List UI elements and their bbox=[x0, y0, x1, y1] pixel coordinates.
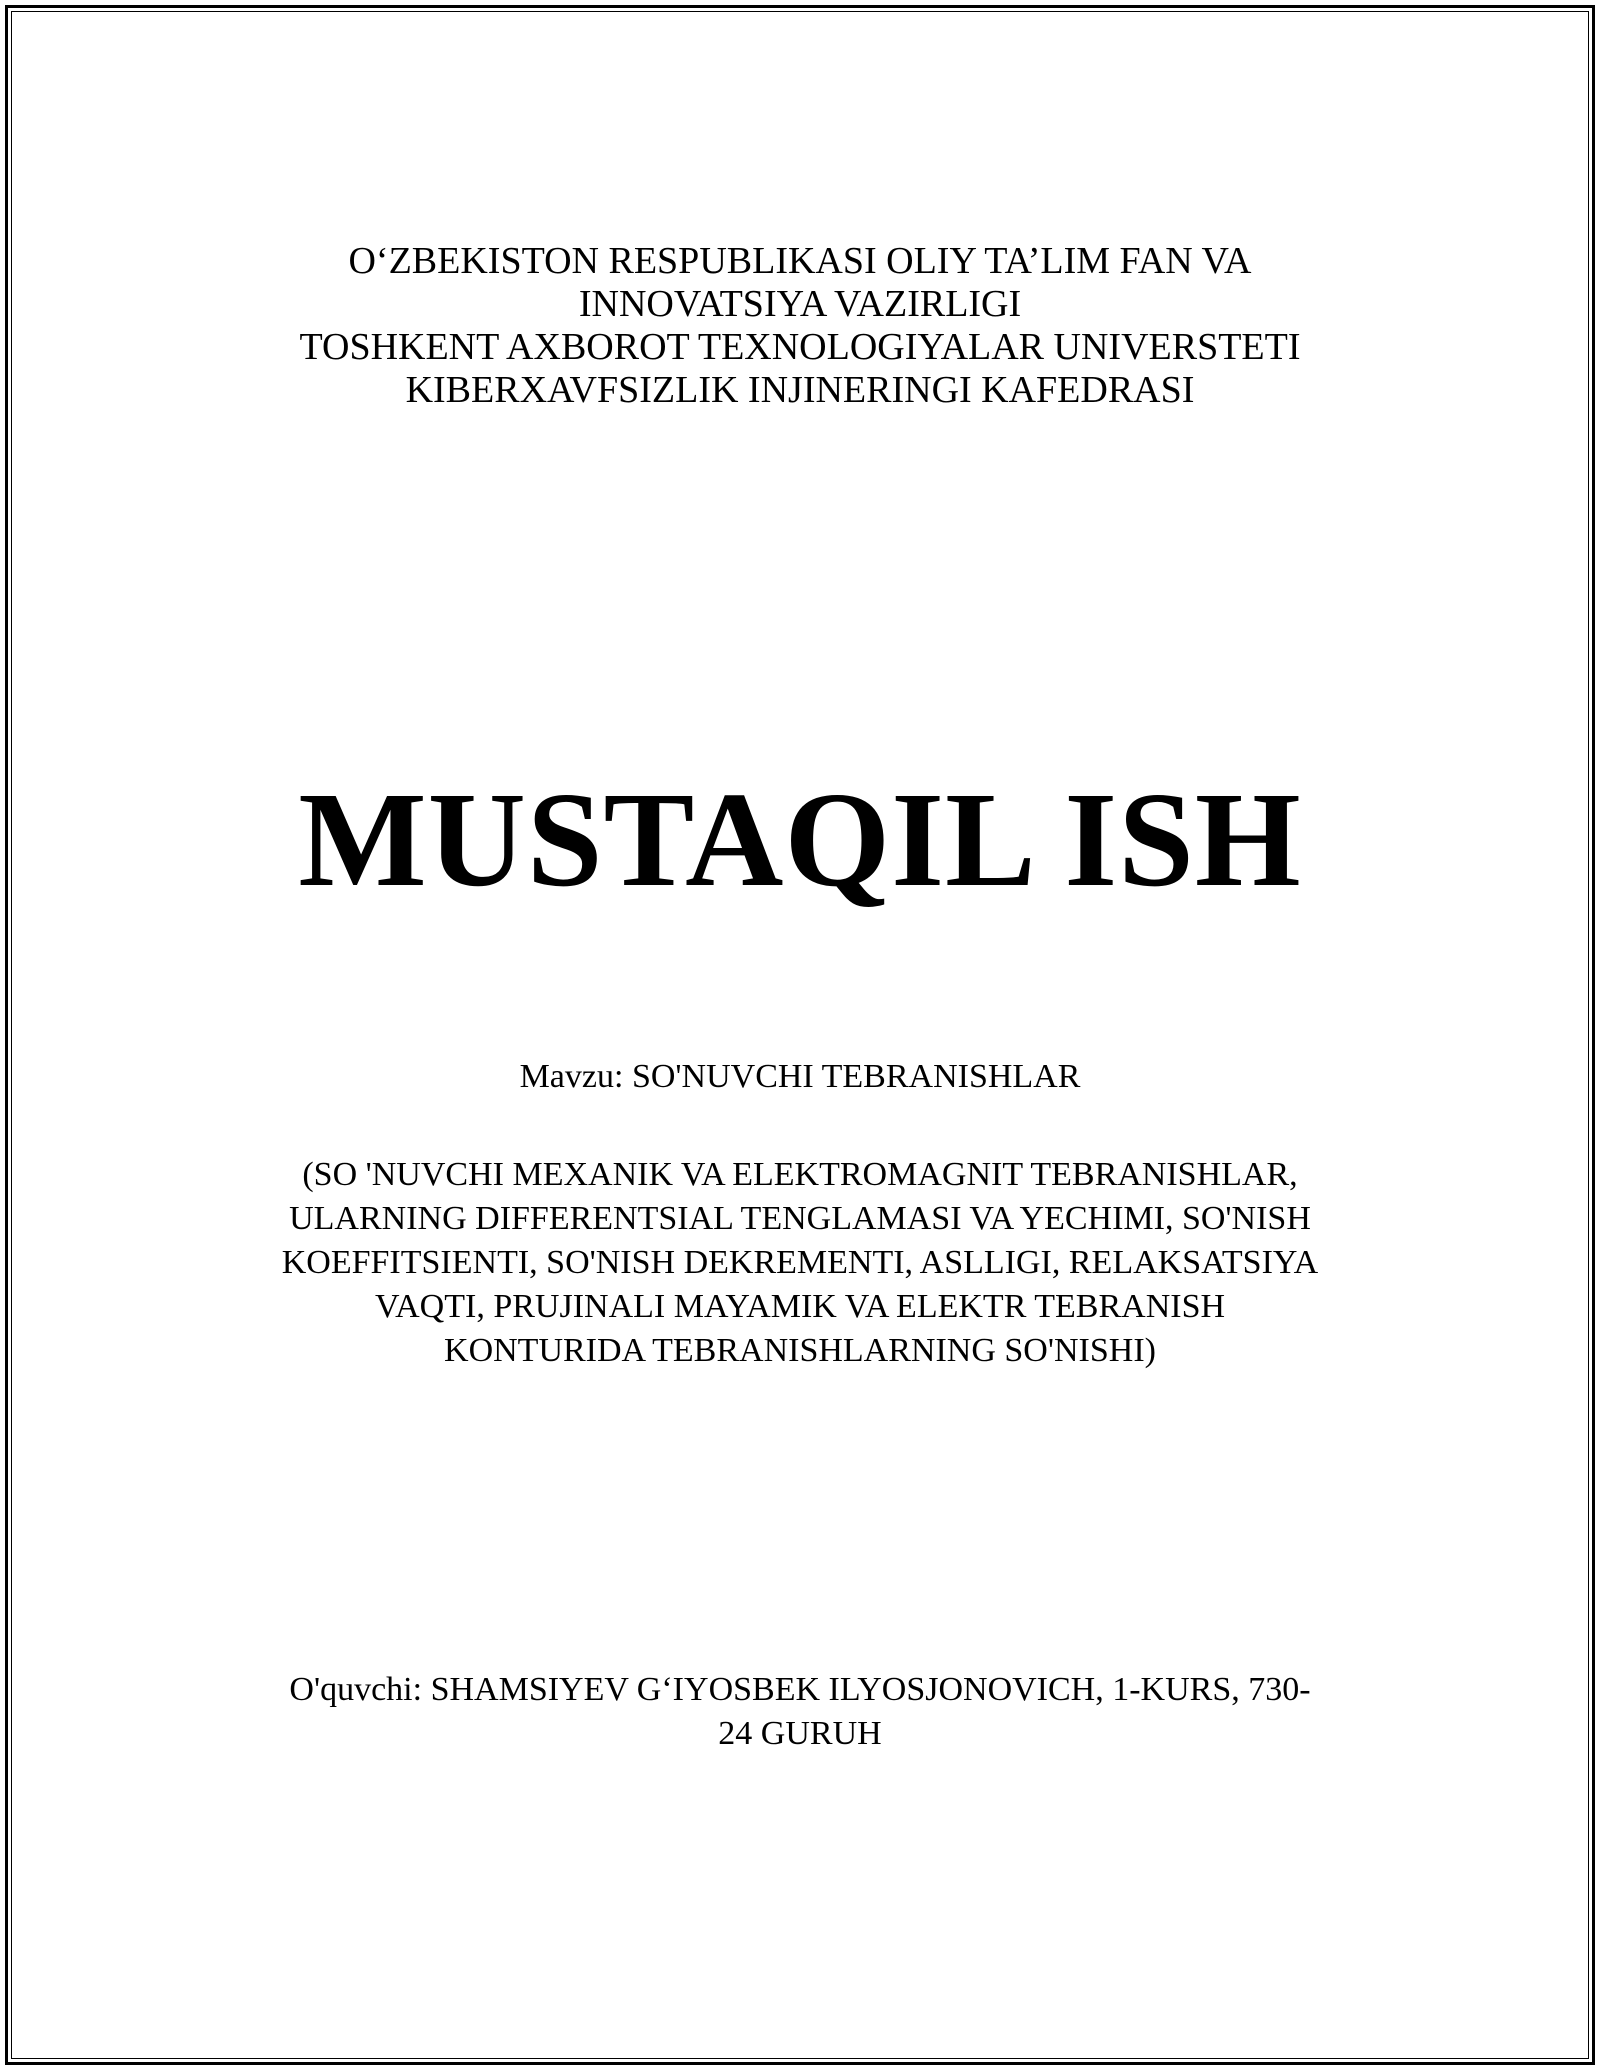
header-line: INNOVATSIYA VAZIRLIGI bbox=[578, 283, 1022, 325]
student-line: 24 GURUH bbox=[718, 1715, 882, 1752]
topic-description bbox=[0, 1153, 1600, 1373]
description-line: KOEFFITSIENTI, SO'NISH DEKREMENTI, ASLLIGI, RELAKSATSIYA bbox=[281, 1244, 1319, 1281]
description-line: ULARNING DIFFERENTSIAL TENGLAMASI VA YECHIMI, SO'NISH bbox=[289, 1200, 1311, 1237]
header-line: O‘ZBEKISTON RESPUBLIKASI OLIY TA’LIM FAN VA bbox=[348, 240, 1252, 282]
student-line: O'quvchi: SHAMSIYEV G‘IYOSBEK ILYOSJONOVICH, 1-KURS, 730- bbox=[289, 1671, 1311, 1708]
student-info bbox=[0, 1668, 1600, 1756]
institution-header bbox=[0, 240, 1600, 412]
description-line: (SO 'NUVCHI MEXANIK VA ELEKTROMAGNIT TEBRANISHLAR, bbox=[302, 1156, 1298, 1193]
header-line: KIBERXAVFSIZLIK INJINERINGI KAFEDRASI bbox=[405, 369, 1195, 411]
description-line: VAQTI, PRUJINALI MAYAMIK VA ELEKTR TEBRANISH bbox=[374, 1288, 1226, 1325]
document-title: MUSTAQIL ISH bbox=[298, 765, 1302, 915]
topic-line: Mavzu: SO'NUVCHI TEBRANISHLAR bbox=[519, 1058, 1081, 1095]
header-line: TOSHKENT AXBOROT TEXNOLOGIYALAR UNIVERSTETI bbox=[299, 326, 1301, 368]
description-line: KONTURIDA TEBRANISHLARNING SO'NISHI) bbox=[444, 1332, 1156, 1369]
